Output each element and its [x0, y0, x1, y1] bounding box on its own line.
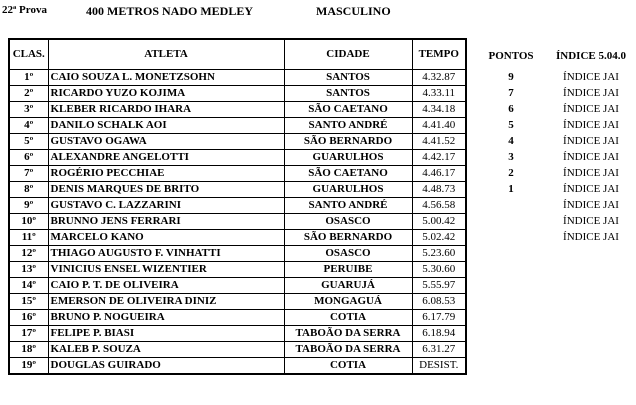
- pontos-header: PONTOS: [488, 50, 534, 62]
- results-table: [8, 38, 467, 375]
- indice-value: ÍNDICE JAI: [563, 71, 619, 83]
- cell-cidade: SÃO CAETANO: [284, 102, 412, 118]
- cell-clas: 10º: [9, 214, 48, 230]
- cell-clas: 14º: [9, 278, 48, 294]
- table-row: [9, 214, 466, 230]
- cell-atleta: DANILO SCHALK AOI: [48, 118, 284, 134]
- cell-clas: 3º: [9, 102, 48, 118]
- table-row: [9, 134, 466, 150]
- cell-tempo: 4.41.40: [412, 118, 466, 134]
- cell-clas: 7º: [9, 166, 48, 182]
- cell-atleta: KLEBER RICARDO IHARA: [48, 102, 284, 118]
- pontos-value: 4: [508, 135, 514, 147]
- col-header-cidade: CIDADE: [284, 39, 412, 70]
- cell-atleta: RICARDO YUZO KOJIMA: [48, 86, 284, 102]
- cell-cidade: COTIA: [284, 358, 412, 375]
- cell-tempo: 5.23.60: [412, 246, 466, 262]
- cell-atleta: FELIPE P. BIASI: [48, 326, 284, 342]
- cell-clas: 6º: [9, 150, 48, 166]
- results-body: [9, 70, 466, 375]
- col-header-atleta: ATLETA: [48, 39, 284, 70]
- cell-cidade: SÃO CAETANO: [284, 166, 412, 182]
- cell-tempo: 4.48.73: [412, 182, 466, 198]
- cell-tempo: DESIST.: [412, 358, 466, 375]
- table-row: [9, 310, 466, 326]
- cell-atleta: BRUNNO JENS FERRARI: [48, 214, 284, 230]
- cell-tempo: 4.56.58: [412, 198, 466, 214]
- cell-tempo: 4.46.17: [412, 166, 466, 182]
- cell-atleta: DENIS MARQUES DE BRITO: [48, 182, 284, 198]
- pontos-value: 5: [508, 119, 514, 131]
- cell-tempo: 5.02.42: [412, 230, 466, 246]
- cell-clas: 15º: [9, 294, 48, 310]
- cell-clas: 12º: [9, 246, 48, 262]
- cell-clas: 16º: [9, 310, 48, 326]
- indice-value: ÍNDICE JAI: [563, 199, 619, 211]
- cell-cidade: OSASCO: [284, 246, 412, 262]
- cell-cidade: TABOÃO DA SERRA: [284, 326, 412, 342]
- cell-tempo: 5.00.42: [412, 214, 466, 230]
- cell-cidade: SÃO BERNARDO: [284, 134, 412, 150]
- indice-value: ÍNDICE JAI: [563, 151, 619, 163]
- cell-cidade: PERUIBE: [284, 262, 412, 278]
- cell-clas: 13º: [9, 262, 48, 278]
- cell-clas: 17º: [9, 326, 48, 342]
- table-row: [9, 150, 466, 166]
- indice-value: ÍNDICE JAI: [563, 119, 619, 131]
- table-row: [9, 326, 466, 342]
- event-title: 400 METROS NADO MEDLEY: [86, 4, 254, 18]
- cell-atleta: GUSTAVO C. LAZZARINI: [48, 198, 284, 214]
- cell-clas: 2º: [9, 86, 48, 102]
- cell-atleta: GUSTAVO OGAWA: [48, 134, 284, 150]
- table-row: [9, 278, 466, 294]
- cell-atleta: BRUNO P. NOGUEIRA: [48, 310, 284, 326]
- table-row: [9, 230, 466, 246]
- cell-tempo: 4.33.11: [412, 86, 466, 102]
- cell-cidade: GUARUJÁ: [284, 278, 412, 294]
- cell-cidade: GUARULHOS: [284, 182, 412, 198]
- table-row: [9, 182, 466, 198]
- table-row: [9, 262, 466, 278]
- pontos-value: 7: [508, 87, 514, 99]
- indice-value: ÍNDICE JAI: [563, 135, 619, 147]
- cell-clas: 19º: [9, 358, 48, 375]
- cell-atleta: EMERSON DE OLIVEIRA DINIZ: [48, 294, 284, 310]
- cell-clas: 5º: [9, 134, 48, 150]
- cell-atleta: MARCELO KANO: [48, 230, 284, 246]
- col-header-clas: CLAS.: [9, 39, 48, 70]
- indice-value: ÍNDICE JAI: [563, 231, 619, 243]
- cell-atleta: THIAGO AUGUSTO F. VINHATTI: [48, 246, 284, 262]
- cell-atleta: CAIO P. T. DE OLIVEIRA: [48, 278, 284, 294]
- cell-cidade: SANTO ANDRÉ: [284, 118, 412, 134]
- table-row: [9, 342, 466, 358]
- pontos-value: 9: [508, 71, 514, 83]
- table-row: [9, 198, 466, 214]
- cell-tempo: 4.34.18: [412, 102, 466, 118]
- indice-value: ÍNDICE JAI: [563, 167, 619, 179]
- cell-tempo: 5.30.60: [412, 262, 466, 278]
- cell-tempo: 5.55.97: [412, 278, 466, 294]
- cell-cidade: SÃO BERNARDO: [284, 230, 412, 246]
- table-header-row: [9, 39, 466, 70]
- cell-clas: 8º: [9, 182, 48, 198]
- pontos-value: 3: [508, 151, 514, 163]
- table-row: [9, 86, 466, 102]
- cell-tempo: 6.31.27: [412, 342, 466, 358]
- table-row: [9, 118, 466, 134]
- cell-clas: 9º: [9, 198, 48, 214]
- cell-atleta: DOUGLAS GUIRADO: [48, 358, 284, 375]
- table-row: [9, 246, 466, 262]
- cell-cidade: TABOÃO DA SERRA: [284, 342, 412, 358]
- table-row: [9, 102, 466, 118]
- pontos-value: 1: [508, 183, 514, 195]
- prova-number: 22ª Prova: [2, 4, 47, 16]
- cell-cidade: SANTO ANDRÉ: [284, 198, 412, 214]
- cell-cidade: SANTOS: [284, 70, 412, 86]
- pontos-value: 6: [508, 103, 514, 115]
- cell-cidade: GUARULHOS: [284, 150, 412, 166]
- indice-header: ÍNDICE 5.04.0: [556, 50, 626, 62]
- cell-clas: 4º: [9, 118, 48, 134]
- cell-tempo: 6.18.94: [412, 326, 466, 342]
- col-header-tempo: TEMPO: [412, 39, 466, 70]
- cell-tempo: 6.08.53: [412, 294, 466, 310]
- cell-atleta: CAIO SOUZA L. MONETZSOHN: [48, 70, 284, 86]
- cell-cidade: SANTOS: [284, 86, 412, 102]
- indice-value: ÍNDICE JAI: [563, 103, 619, 115]
- table-row: [9, 294, 466, 310]
- indice-value: ÍNDICE JAI: [563, 87, 619, 99]
- cell-tempo: 4.42.17: [412, 150, 466, 166]
- cell-atleta: VINICIUS ENSEL WIZENTIER: [48, 262, 284, 278]
- cell-cidade: COTIA: [284, 310, 412, 326]
- cell-clas: 18º: [9, 342, 48, 358]
- cell-tempo: 4.32.87: [412, 70, 466, 86]
- indice-value: ÍNDICE JAI: [563, 183, 619, 195]
- indice-value: ÍNDICE JAI: [563, 215, 619, 227]
- cell-clas: 1º: [9, 70, 48, 86]
- table-row: [9, 166, 466, 182]
- cell-cidade: MONGAGUÁ: [284, 294, 412, 310]
- cell-tempo: 4.41.52: [412, 134, 466, 150]
- cell-atleta: ROGÉRIO PECCHIAE: [48, 166, 284, 182]
- cell-tempo: 6.17.79: [412, 310, 466, 326]
- table-row: [9, 70, 466, 86]
- table-row: [9, 358, 466, 375]
- cell-atleta: KALEB P. SOUZA: [48, 342, 284, 358]
- pontos-value: 2: [508, 167, 514, 179]
- cell-cidade: OSASCO: [284, 214, 412, 230]
- gender-category: MASCULINO: [316, 4, 391, 18]
- cell-clas: 11º: [9, 230, 48, 246]
- cell-atleta: ALEXANDRE ANGELOTTI: [48, 150, 284, 166]
